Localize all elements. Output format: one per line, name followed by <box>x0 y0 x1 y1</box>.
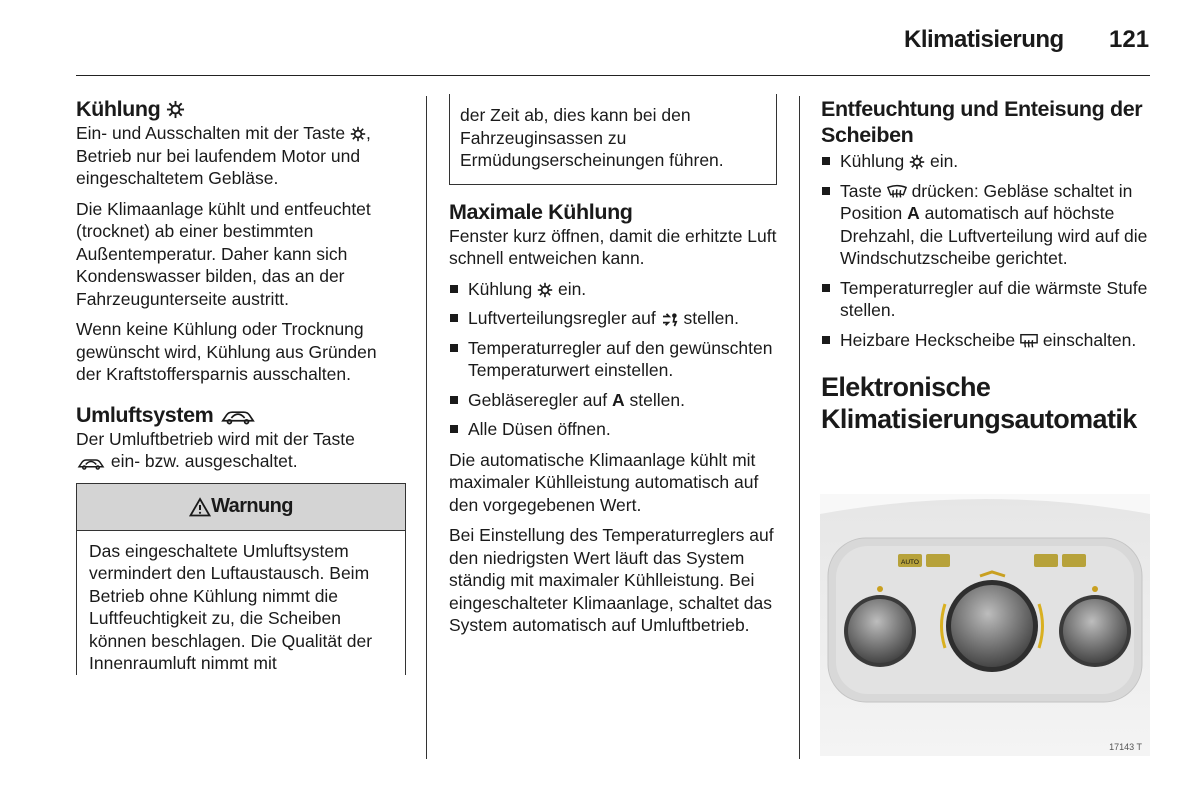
list-item: Temperaturregler auf die wärmste Stufe stellen. <box>821 277 1151 322</box>
cooling-paragraph-1: Ein- und Ausschalten mit der Taste , Betrieb nur bei laufendem Motor und eingeschaltetem Gebläse. <box>76 123 371 188</box>
recirculation-paragraph: Der Umluftbetrieb wird mit der Taste ein- bzw. ausgeschaltet. <box>76 428 355 471</box>
max-cooling-steps <box>449 278 779 441</box>
rear-window-heating-icon <box>1020 333 1038 349</box>
page-number: 121 <box>1109 26 1150 53</box>
cooling-heading: Kühlung <box>76 96 406 122</box>
warning-triangle-icon <box>189 497 211 517</box>
rear-window-button[interactable] <box>1062 554 1086 567</box>
warning-continuation-box <box>449 94 777 185</box>
column-1 <box>76 96 406 675</box>
max-cooling-heading: Maximale Kühlung <box>449 199 633 224</box>
section-title: Klimatisierung <box>904 26 1064 53</box>
recirculation-heading: Umluftsystem <box>76 402 406 428</box>
recirculation-icon <box>76 456 106 470</box>
max-cooling-intro: Fenster kurz öffnen, damit die erhitzte Luft schnell entweichen kann. <box>449 225 777 268</box>
cooling-paragraph-2: Die Klimaanlage kühlt und entfeuchtet (trocknet) ab einer bestimmten Außentemperatur. Daher kann sich Kondenswasser bilden, das an der Fahrzeugunterseite austritt. <box>76 198 371 309</box>
list-item: Gebläseregler auf A stellen. <box>449 389 779 412</box>
climate-panel-illustration <box>820 494 1150 756</box>
header-rule <box>76 75 1150 76</box>
lowest-setting-paragraph: Bei Einstellung des Temperaturreglers auf den niedrigsten Wert läuft das System ständig mit maximaler Kühlleistung. Bei eingeschalteter Klimaanlage, schaltet das System automatisch auf Umluftbetrieb. <box>449 525 774 635</box>
warning-continuation-text: der Zeit ab, dies kann bei den Fahrzeuginsassen zu Ermüdungserscheinungen führen. <box>460 105 724 170</box>
distribution-knob[interactable] <box>946 580 1038 672</box>
defog-heading: Entfeuchtung und Enteisung der Scheiben <box>821 97 1143 147</box>
air-distribution-icon <box>661 313 679 327</box>
auto-cooling-paragraph: Die automatische Klimaanlage kühlt mit maximaler Kühlleistung automatisch auf den vorgegebenen Wert. <box>449 449 759 515</box>
snowflake-icon <box>350 126 366 142</box>
column-divider-1 <box>426 96 427 759</box>
figure-code: 17143 T <box>1109 742 1142 752</box>
cooling-paragraph-3: Wenn keine Kühlung oder Trocknung gewünscht wird, Kühlung aus Gründen der Kraftstoffersparnis ausschalten. <box>76 319 377 384</box>
windshield-button[interactable] <box>1034 554 1058 567</box>
warning-header <box>77 484 405 531</box>
list-item: Kühlung ein. <box>821 150 1151 173</box>
warning-title: Warnung <box>211 495 293 518</box>
ecc-heading: Elektronische Klimatisierungsautomatik <box>821 372 1137 434</box>
column-3 <box>821 96 1151 435</box>
temperature-knob[interactable] <box>1059 595 1131 667</box>
warning-box <box>76 483 406 675</box>
windshield-defrost-icon <box>887 184 907 200</box>
fan-knob[interactable] <box>844 595 916 667</box>
list-item: Temperaturregler auf den gewünschten Temperaturwert einstellen. <box>449 337 779 382</box>
recirculation-icon <box>219 407 257 425</box>
list-item: Kühlung ein. <box>449 278 779 301</box>
snowflake-icon <box>909 154 925 170</box>
list-item: Luftverteilungsregler auf stellen. <box>449 307 779 330</box>
defog-steps <box>821 150 1151 351</box>
auto-button-label: AUTO <box>901 559 919 566</box>
list-item: Heizbare Heckscheibe einschalten. <box>821 329 1151 352</box>
warning-text: Das eingeschaltete Umluftsystem vermindert den Luftaustausch. Beim Betrieb ohne Kühlung nimmt die Luftfeuchtigkeit zu, die Scheiben können beschlagen. Die Qualität der Innenraumluft nimmt mit <box>89 540 373 673</box>
recirculation-button[interactable] <box>926 554 950 567</box>
list-item: Alle Düsen öffnen. <box>449 418 779 441</box>
list-item: Taste drücken: Gebläse schaltet in Position A automatisch auf höchste Drehzahl, die Luftverteilung wird auf die Windschutzscheibe gerichtet. <box>821 180 1151 270</box>
column-2 <box>449 96 779 645</box>
column-divider-2 <box>799 96 800 759</box>
snowflake-icon <box>166 100 185 119</box>
snowflake-icon <box>537 282 553 298</box>
climate-control-photo <box>820 494 1150 756</box>
